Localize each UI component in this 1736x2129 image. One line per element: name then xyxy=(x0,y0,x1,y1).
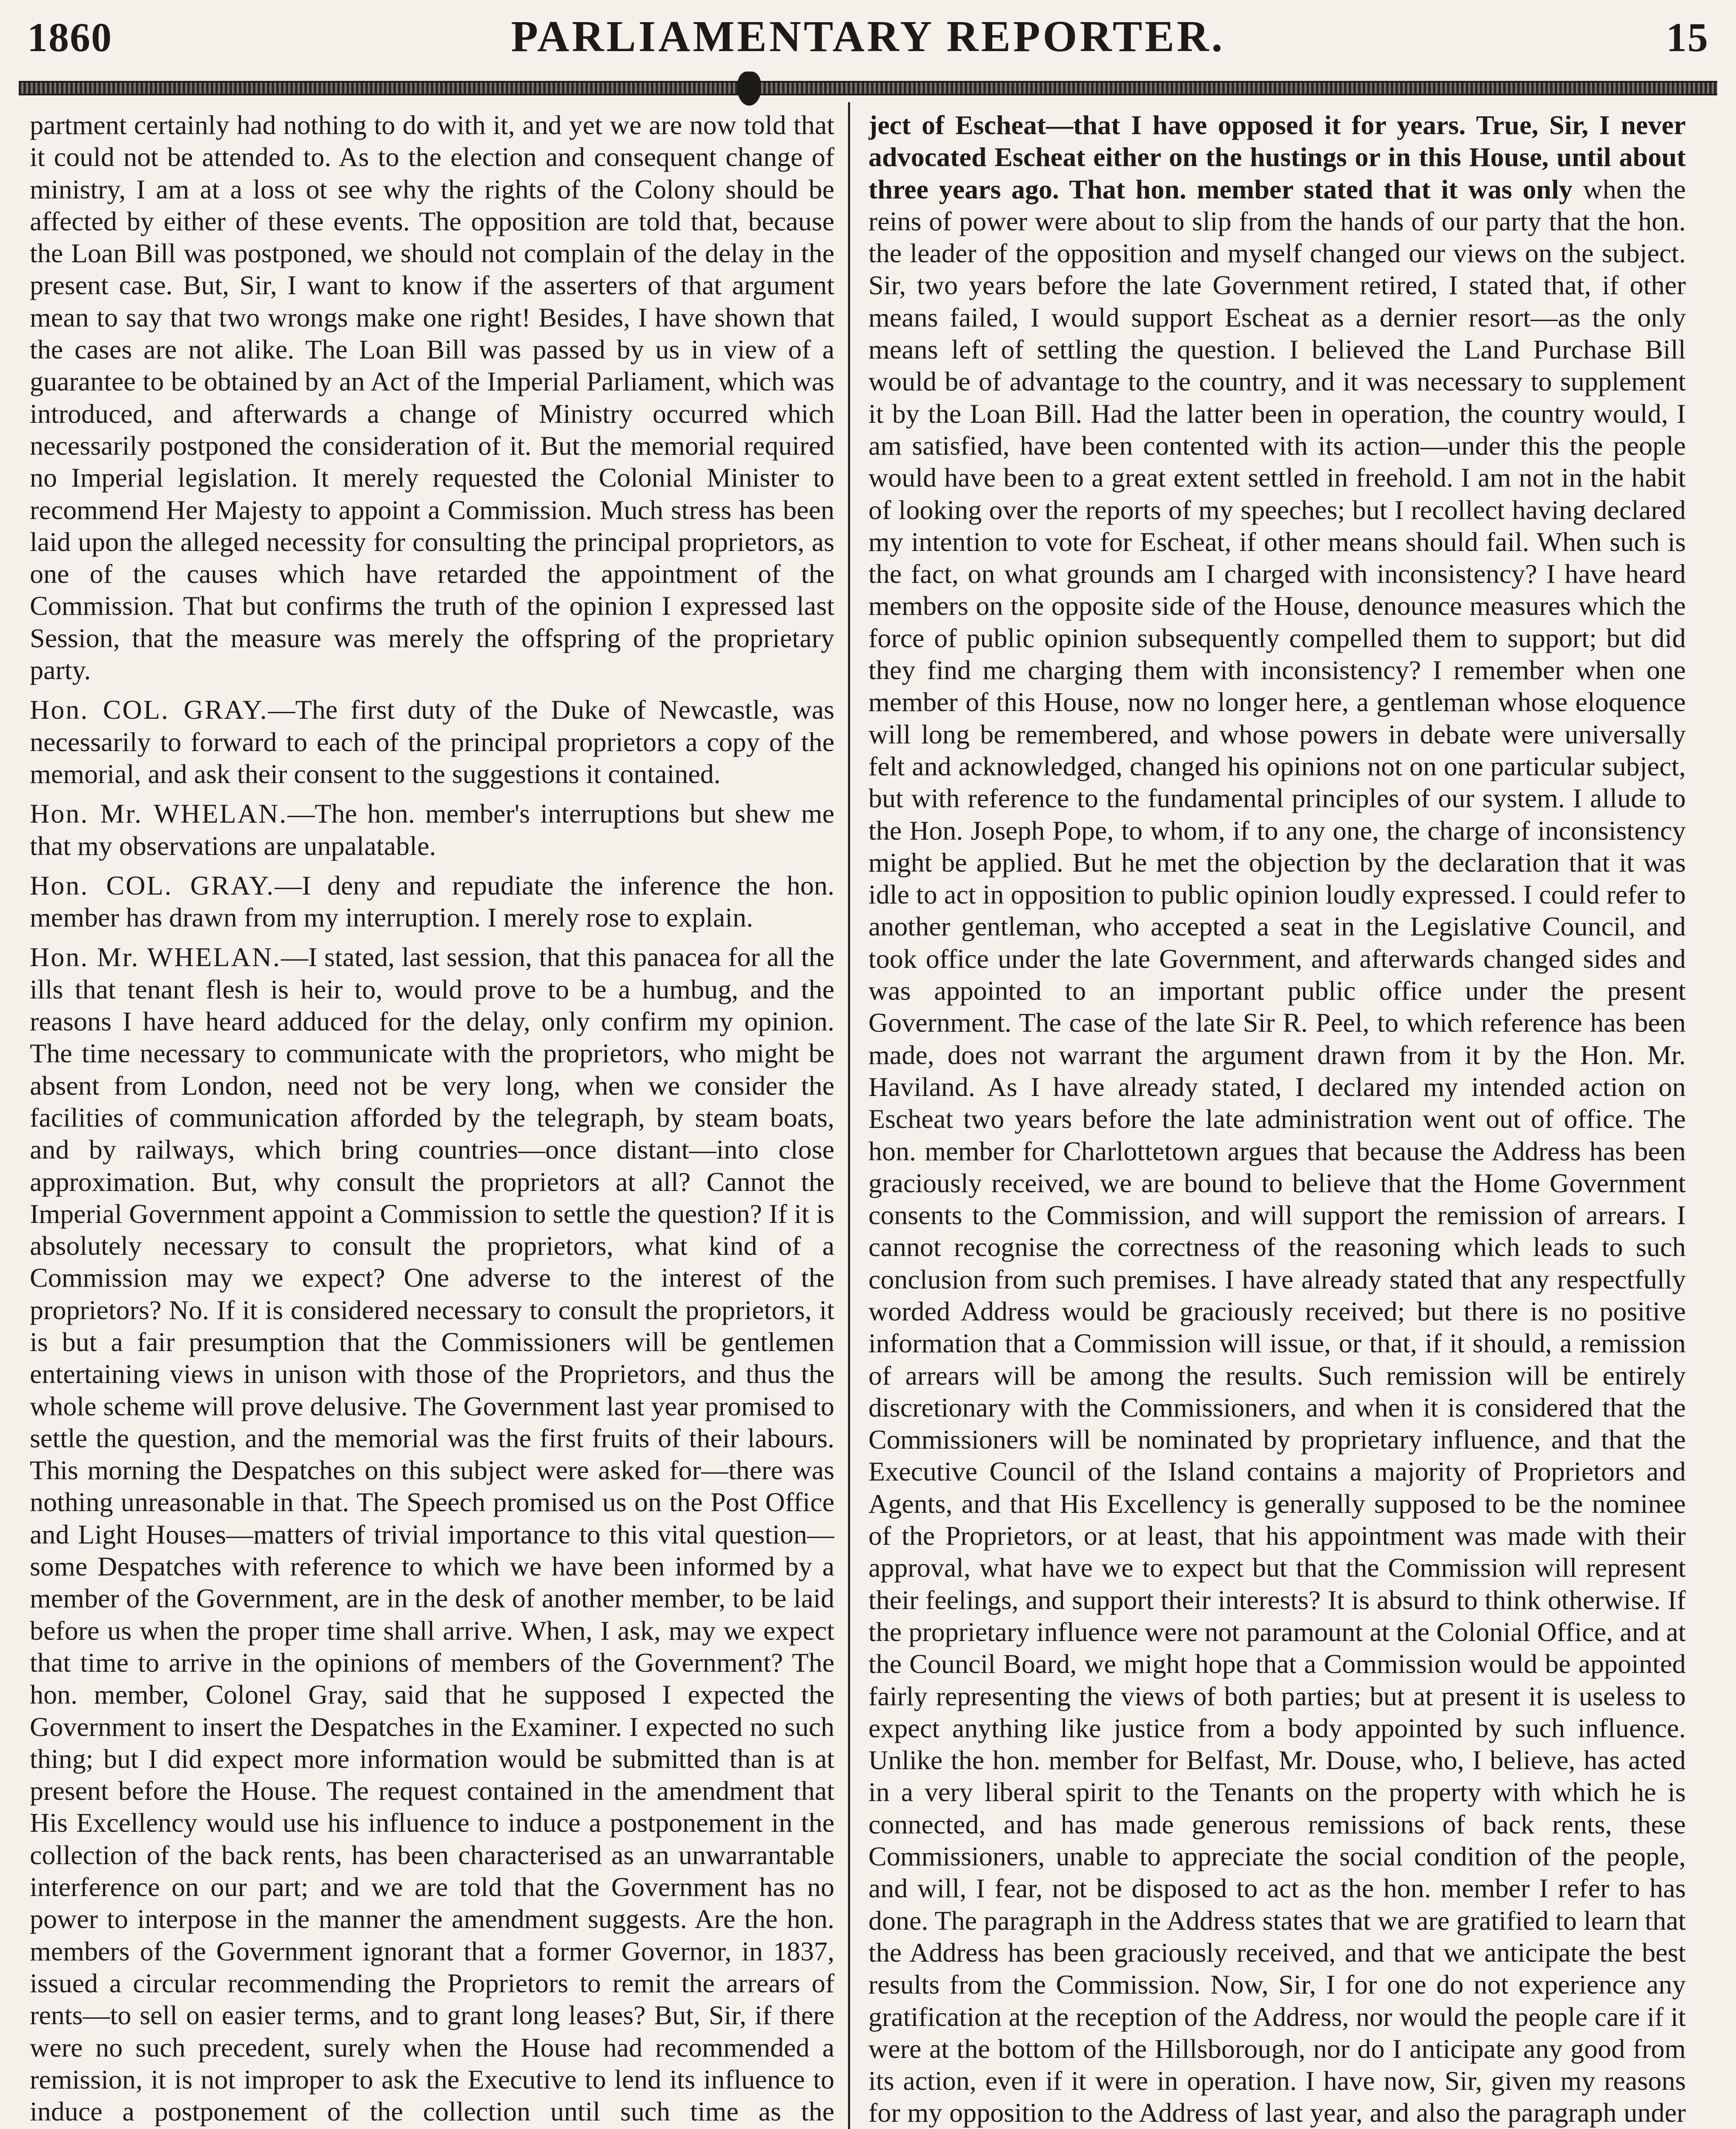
paragraph xyxy=(30,869,834,934)
paragraph xyxy=(30,109,834,686)
paragraph xyxy=(30,798,834,862)
header-rule xyxy=(19,81,1717,95)
speaker-name: Hon. Mr. WHELAN. xyxy=(30,942,281,973)
paragraph xyxy=(30,694,834,790)
ornament-mark xyxy=(737,72,761,106)
left-column xyxy=(30,109,834,2129)
paragraph-text: —I stated, last session, that this panacea for all the ills that tenant flesh is heir to, would prove to be a humbug, and the reasons I have heard adduced for the delay, only confirm my opinion. The time necessary to communicate with the proprietors, who might be absent from London, need not be very long, when we consider the facilities of communication afforded by the telegraph, by steam boats, and by railways, which bring countries—once distant—into close approximation. But, why consult the proprietors at all? Cannot the Imperial Government appoint a Commission to settle the question? If it is absolutely necessary to consult the proprietors, what kind of a Commission may we expect? One adverse to the interest of the proprietors? No. If it is considered necessary to consult the proprietors, it is but a fair presumption that the Commissioners will be gentlemen entertaining views in unison with those of the Proprietors, and thus the whole scheme will prove delusive. The Government last year promised to settle the question, and the memorial was the first fruits of their labours. This morning the Despatches on this subject were asked for—there was nothing unreasonable in that. The Speech promised us on the Post Office and Light Houses—matters of trivial importance to this vital question—some Despatches with reference to which we have been informed by a member of the Government, are in the desk of another member, to be laid before us when the proper time shall arrive. When, I ask, may we expect that time to arrive in the opinions of members of the Government? The hon. member, Colonel Gray, said that he supposed I expected the Government to insert the Despatches in the Examiner. I expected no such thing; but I did expect more information would be submitted than is at present before the House. The request contained in the amendment that His Excellency would use his influence to induce a postponement in the collection of the back rents, has been characterised as an unwarrantable interference on our part; and we are told that the Government has no power to interpose in the manner the amendment suggests. Are the hon. members of the Government ignorant that a former Governor, in 1837, issued a circular recommending the Proprietors to remit the arrears of rents—to sell on easier terms, and to grant long leases? But, Sir, if there were no such precedent, surely when the House had recommended a remission, it is not improper to ask the Executive to lend its influence to induce a postponement of the collection until such time as the xyxy=(30,942,834,2127)
speaker-name: Hon. Mr. WHELAN. xyxy=(30,798,288,829)
right-column xyxy=(868,109,1686,2129)
page-header xyxy=(19,8,1717,72)
header-title: PARLIAMENTARY REPORTER. xyxy=(511,12,1225,61)
paragraph-text: —The hon. member's interruptions but shew me that my observations are unpalatable. xyxy=(30,798,834,861)
paragraph-bold-text: ject of Escheat—that I have opposed it for years. True, Sir, I never advocated Escheat either on the hustings or in this House, until about three years ago. That hon. member stated that it was only xyxy=(868,110,1686,204)
speaker-name: Hon. COL. GRAY. xyxy=(30,870,275,901)
speaker-name: Hon. COL. GRAY. xyxy=(30,694,268,725)
paragraph-text: —The first duty of the Duke of Newcastle, was necessarily to forward to each of the principal proprietors a copy of the memorial, and ask their consent to the suggestions it contained. xyxy=(30,694,834,789)
paragraph xyxy=(30,941,834,2129)
column-divider xyxy=(848,102,850,2129)
header-page-number: 15 xyxy=(1666,14,1709,60)
paragraph-text: when the reins of power were about to slip from the hands of our party that the hon. the leader of the opposition and myself changed our views on the subject. Sir, two years before the late Government retired, I stated that, if other means failed, I would support Escheat as a dernier resort—as the only means left of settling the question. I believed the Land Purchase Bill would be of advantage to the country, and it was necessary to supplement it by the Loan Bill. Had the latter been in operation, the country would, I am satisfied, have been contented with its action—under this the people would have been to a great extent settled in freehold. I am not in the habit of looking over the reports of my speeches; but I recollect having declared my intention to vote for Escheat, if other means should fail. When such is the fact, on what grounds am I charged with inconsistency? I have heard members on the opposite side of the House, denounce measures which the force of public opinion subsequently compelled them to support; but did they find me charging them with inconsistency? I remember when one member of this House, now no longer here, a gentleman whose eloquence will long be remembered, and whose powers in debate were universally felt and acknowledged, changed his opinions not on one particular subject, but with reference to the fundamental principles of our system. I allude to the Hon. Joseph Pope, to whom, if to any one, the charge of inconsistency might be applied. But he met the objection by the declaration that it was idle to act in opposition to public opinion loudly expressed. I could refer to another gentleman, who accepted a seat in the Legislative Council, and took office under the late Government, and afterwards changed sides and was appointed to an important public office under the present Government. The case of the late Sir R. Peel, to which reference has been made, does not warrant the argument drawn from it by the Hon. Mr. Haviland. As I have already stated, I declared my intended action on Escheat two years before the late administration went out of office. The hon. member for Charlottetown argues that because the Address has been graciously received, we are bound to believe that the Home Government consents to the Commission, and will support the remission of arrears. I cannot recognise the correctness of the reasoning which leads to such conclusion from such premises. I have already stated that any respectfully worded Address would be graciously received; but there is no positive information that a Commission will issue, or that, if it should, a remission of arrears will be among the results. Such remission will be entirely discretionary with the Commissioners, and when it is considered that the Commissioners will be nominated by proprietary influence, and that the Executive Council of the Island contains a majority of Proprietors and Agents, and that His Excellency is generally supposed to be the nominee of the Proprietors, or at least, that his appointment was made with their approval, what have we to expect but that the Commission will represent their feelings, and support their interests? It is absurd to think otherwise. If the proprietary influence were not paramount at the Colonial Office, and at the Council Board, we might hope that a Commission would be appointed fairly representing the views of both parties; but at present it is useless to expect anything like justice from a body appointed by such influence. Unlike the hon. member for Belfast, Mr. Douse, who, I believe, has acted in a very liberal spirit to the Tenants on the property with which he is connected, and has made generous remissions of back rents, these Commissioners, unable to appreciate the social condition of the people, and will, I fear, not be disposed to act as the hon. member I refer to has done. The paragraph in the Address states that we are gratified to learn that the Address has been graciously received, and that we anticipate the best results from the Commission. Now, Sir, I for one do not experience any gratification at the reception of the Address, nor would the people care if it were at the bottom of the Hillsborough, nor do I anticipate any good from its action, even if it were in operation. I have now, Sir, given my reasons for my opposition to the Address of last year, and also the paragraph under xyxy=(868,174,1686,2128)
paragraph-text: partment certainly had nothing to do with it, and yet we are now told that it could not be attended to. As to the election and consequent change of ministry, I am at a loss ot see why the rights of the Colony should be affected by either of these events. The opposition are told that, because the Loan Bill was postponed, we should not complain of the delay in the present case. But, Sir, I want to know if the asserters of that argument mean to say that two wrongs make one right! Besides, I have shown that the cases are not alike. The Loan Bill was passed by us in view of a guarantee to be obtained by an Act of the Imperial Parliament, which was introduced, and afterwards a change of Ministry occurred which necessarily postponed the consideration of it. But the memorial required no Imperial legislation. It merely requested the Colonial Minister to recommend Her Majesty to appoint a Commission. Much stress has been laid upon the alleged necessity for consulting the principal proprietors, as one of the causes which have retarded the appointment of the Commission. That but confirms the truth of the opinion I expressed last Session, that the measure was merely the offspring of the proprietary party. xyxy=(30,110,834,686)
paragraph-text: —I deny and repudiate the inference the hon. member has drawn from my interruption. I merely rose to explain. xyxy=(30,870,834,933)
header-year: 1860 xyxy=(27,14,112,60)
paragraph xyxy=(868,109,1686,2129)
